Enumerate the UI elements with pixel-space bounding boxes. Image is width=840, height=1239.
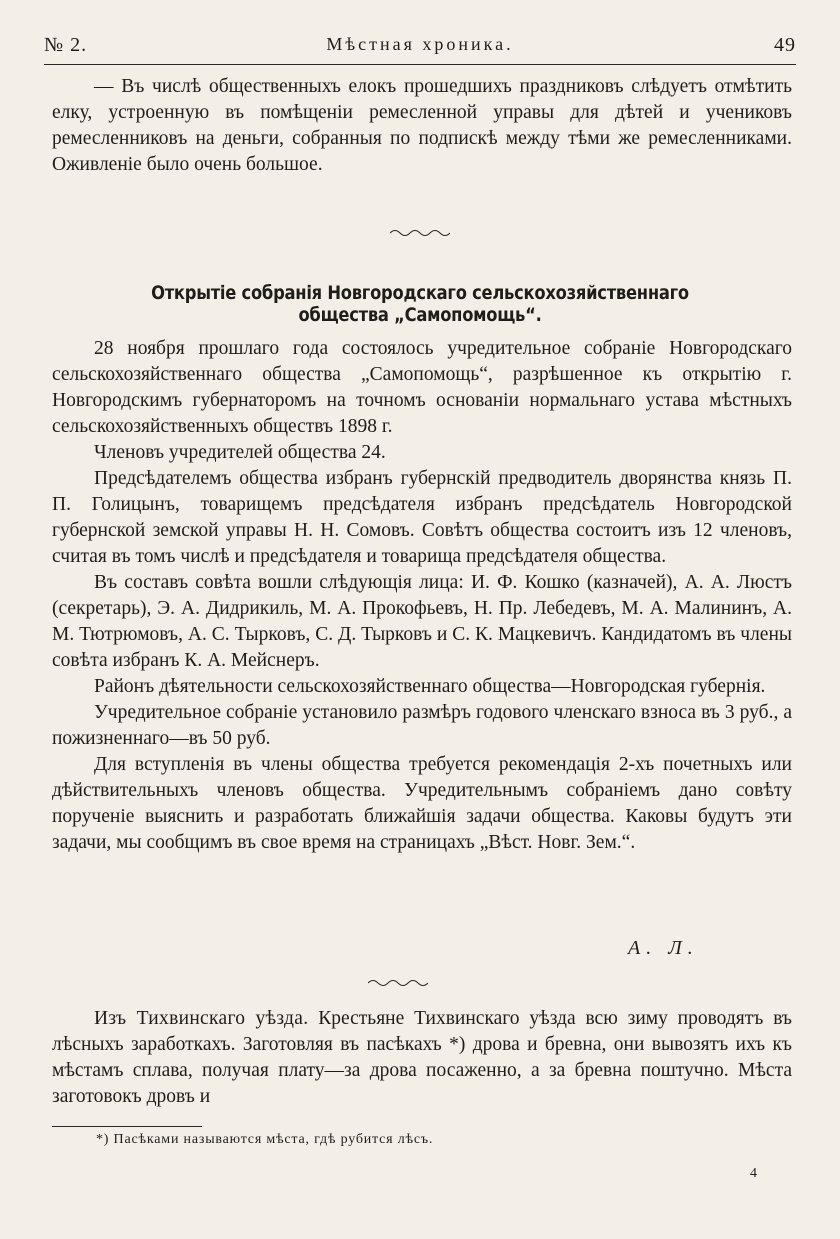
- article-paragraph: Учредительное собраніе установило размѣръ годового членскаго взноса въ 3 руб., а пожизненнаго—въ 50 руб.: [52, 702, 792, 749]
- article-paragraph: Членовъ учредителей общества 24.: [94, 442, 386, 463]
- footnote: *) Пасѣками называются мѣста, гдѣ рубится лѣсъ.: [96, 1132, 434, 1147]
- article-paragraph: Предсѣдателемъ общества избранъ губернскій предводитель дворянства князь П. П. Голицынъ, товарищемъ предсѣдателя избранъ предсѣдатель Новгородской губернской земской управы Н. Н. Сомовъ. Совѣтъ общества состоитъ изъ 12 членовъ, считая въ томъ числѣ и предсѣдателя и товарища предсѣдателя общества.: [52, 468, 792, 567]
- christmas-tree-paragraph: — Въ числѣ общественныхъ елокъ прошедшихъ праздниковъ слѣдуетъ отмѣтить елку, устроенную въ помѣщеніи ремесленной управы для дѣтей и учениковъ ремесленниковъ на деньги, собранныя по подпискѣ между тѣми же ремесленниками. Оживленіе было очень большое.: [52, 76, 792, 175]
- header-rule: [44, 64, 796, 65]
- tikhvin-paragraph: [52, 1006, 792, 1110]
- article-paragraph: Для вступленія въ члены общества требуется рекомендація 2-хъ почетныхъ или дѣйствительныхъ членовъ общества. Учредительнымъ собраніемъ дано совѣту порученіе выяснить и разработать ближайшія задачи общества. Каковы будутъ эти задачи, мы сообщимъ въ свое время на страницахъ „Вѣст. Новг. Зем.“.: [52, 754, 792, 853]
- article-body: [52, 336, 792, 856]
- issue-number: № 2.: [44, 34, 88, 56]
- sheet-signature-mark: 4: [750, 1166, 757, 1181]
- running-header: [44, 34, 796, 62]
- article-signature: А. Л.: [628, 937, 699, 959]
- article-paragraph: Районъ дѣятельности сельскохозяйственнаго общества—Новгородская губернія.: [94, 676, 766, 697]
- separator-ornament: [368, 978, 428, 988]
- section-title: Мѣстная хроника.: [326, 34, 514, 54]
- tikhvin-text: Крестьяне Тихвинскаго уѣзда всю зиму проводятъ въ лѣсныхъ заработкахъ. Заготовляя въ пасѣкахъ *) дрова и бревна, они вывозятъ ихъ къ мѣстамъ сплава, получая плату—за дрова посаженно, а за бревна поштучно. Мѣста заготовокъ дровъ и: [52, 1008, 793, 1107]
- separator-ornament: [390, 228, 450, 238]
- page-number: 49: [774, 34, 796, 56]
- article-paragraph: Въ составъ совѣта вошли слѣдующія лица: И. Ф. Кошко (казначей), А. А. Люстъ (секретарь), Э. А. Дидрикиль, М. А. Прокофьевъ, Н. Пр. Лебедевъ, М. А. Малининъ, А. М. Тютрюмовъ, А. С. Тырковъ, С. Д. Тырковъ и С. К. Мацкевичъ. Кандидатомъ въ члены совѣта избранъ К. А. Мейснеръ.: [52, 572, 792, 671]
- article-title: Открытіе собранія Новгородскаго сельскохозяйственнаго общества „Самопомощь“.: [151, 282, 689, 326]
- tikhvin-lead: Изъ Тихвинскаго уѣзда.: [94, 1008, 309, 1029]
- article-paragraph: 28 ноября прошлаго года состоялось учредительное собраніе Новгородскаго сельскохозяйственнаго общества „Самопомощь“, разрѣшенное къ открытію г. Новгородскимъ губернаторомъ на точномъ основаніи нормальнаго устава мѣстныхъ сельскохозяйственныхъ обществъ 1898 г.: [52, 338, 792, 437]
- footnote-rule: [52, 1126, 202, 1127]
